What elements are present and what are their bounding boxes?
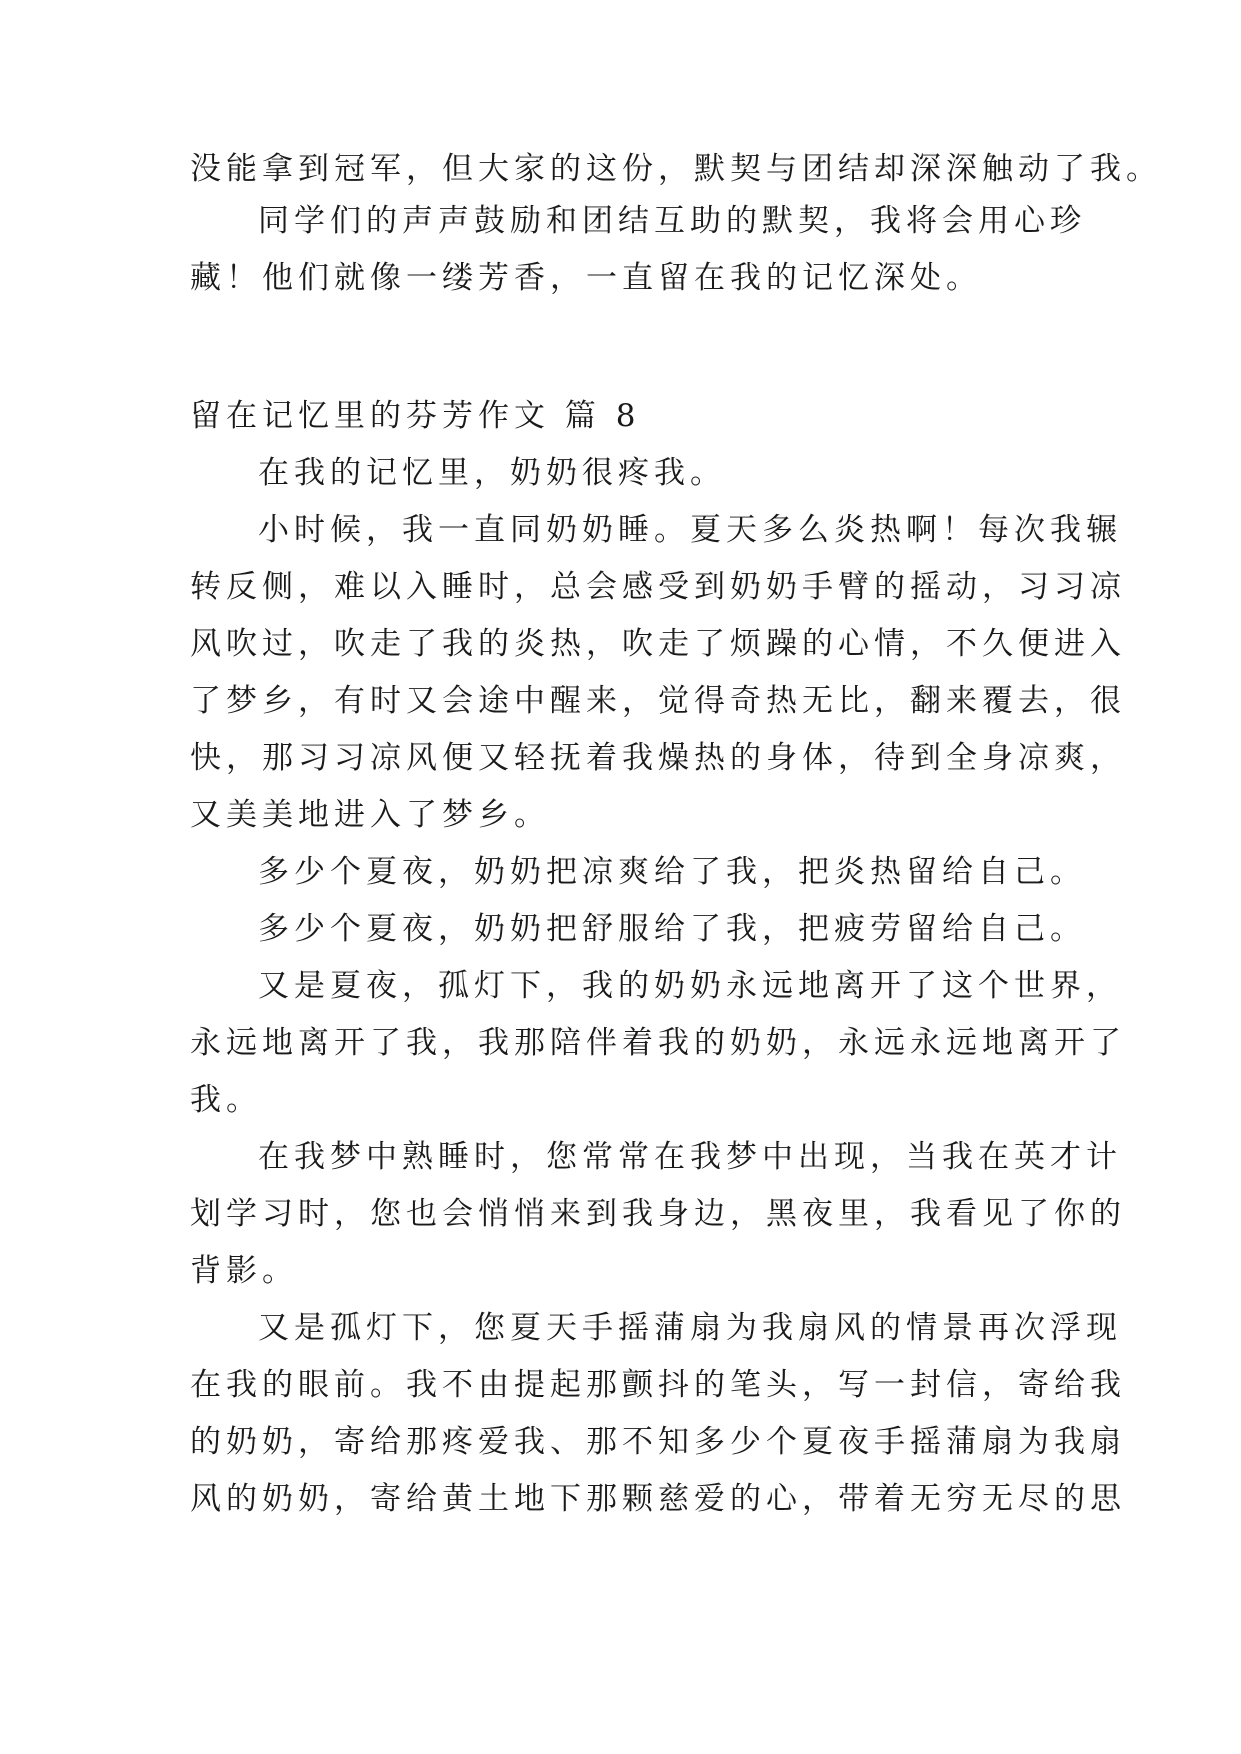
section-title-text: 留在记忆里的芬芳作文 篇 8 (190, 398, 641, 434)
text-line: 风吹过，吹走了我的炎热，吹走了烦躁的心情，不久便进入 (190, 626, 1126, 662)
text-line: 同学们的声声鼓励和团结互助的默契，我将会用心珍 (258, 203, 1086, 239)
text-line: 背影。 (190, 1253, 298, 1289)
section-title (190, 388, 1060, 445)
text-line: 藏！他们就像一缕芳香，一直留在我的记忆深处。 (190, 260, 982, 296)
text-line: 小时候，我一直同奶奶睡。夏天多么炎热啊！每次我辗 (258, 512, 1122, 548)
paragraph-d (190, 844, 1086, 901)
text-line: 在我的眼前。我不由提起那颤抖的笔头，写一封信，寄给我 (190, 1367, 1126, 1403)
text-line: 没能拿到冠军，但大家的这份，默契与团结却深深触动了我。 (190, 151, 1162, 187)
text-line: 又美美地进入了梦乡。 (190, 797, 550, 833)
text-line: 又是夏夜，孤灯下，我的奶奶永远地离开了这个世界， (258, 968, 1122, 1004)
text-line: 划学习时，您也会悄悄来到我身边，黑夜里，我看见了你的 (190, 1196, 1126, 1232)
paragraph-a (190, 193, 1086, 307)
text-line: 多少个夏夜，奶奶把凉爽给了我，把炎热留给自己。 (258, 854, 1086, 890)
text-line: 又是孤灯下，您夏天手摇蒲扇为我扇风的情景再次浮现 (258, 1310, 1122, 1346)
text-line: 永远地离开了我，我那陪伴着我的奶奶，永远永远地离开了 (190, 1025, 1126, 1061)
paragraph-g (190, 1129, 1126, 1300)
paragraph-h (190, 1300, 1126, 1528)
paragraph-top (190, 141, 1162, 198)
text-line: 我。 (190, 1082, 262, 1118)
paragraph-e (190, 901, 1086, 958)
text-line: 快，那习习凉风便又轻抚着我燥热的身体，待到全身凉爽， (190, 740, 1126, 776)
text-line: 转反侧，难以入睡时，总会感受到奶奶手臂的摇动，习习凉 (190, 569, 1126, 605)
text-line: 在我梦中熟睡时，您常常在我梦中出现，当我在英才计 (258, 1139, 1122, 1175)
text-line: 多少个夏夜，奶奶把舒服给了我，把疲劳留给自己。 (258, 911, 1086, 947)
paragraph-b (190, 445, 1060, 502)
text-line: 在我的记忆里，奶奶很疼我。 (258, 455, 726, 491)
text-line: 的奶奶，寄给那疼爱我、那不知多少个夏夜手摇蒲扇为我扇 (190, 1424, 1126, 1460)
text-line: 了梦乡，有时又会途中醒来，觉得奇热无比，翻来覆去，很 (190, 683, 1126, 719)
paragraph-c (190, 502, 1126, 844)
text-line: 风的奶奶，寄给黄土地下那颗慈爱的心，带着无穷无尽的思 (190, 1481, 1126, 1517)
paragraph-f (190, 958, 1126, 1129)
